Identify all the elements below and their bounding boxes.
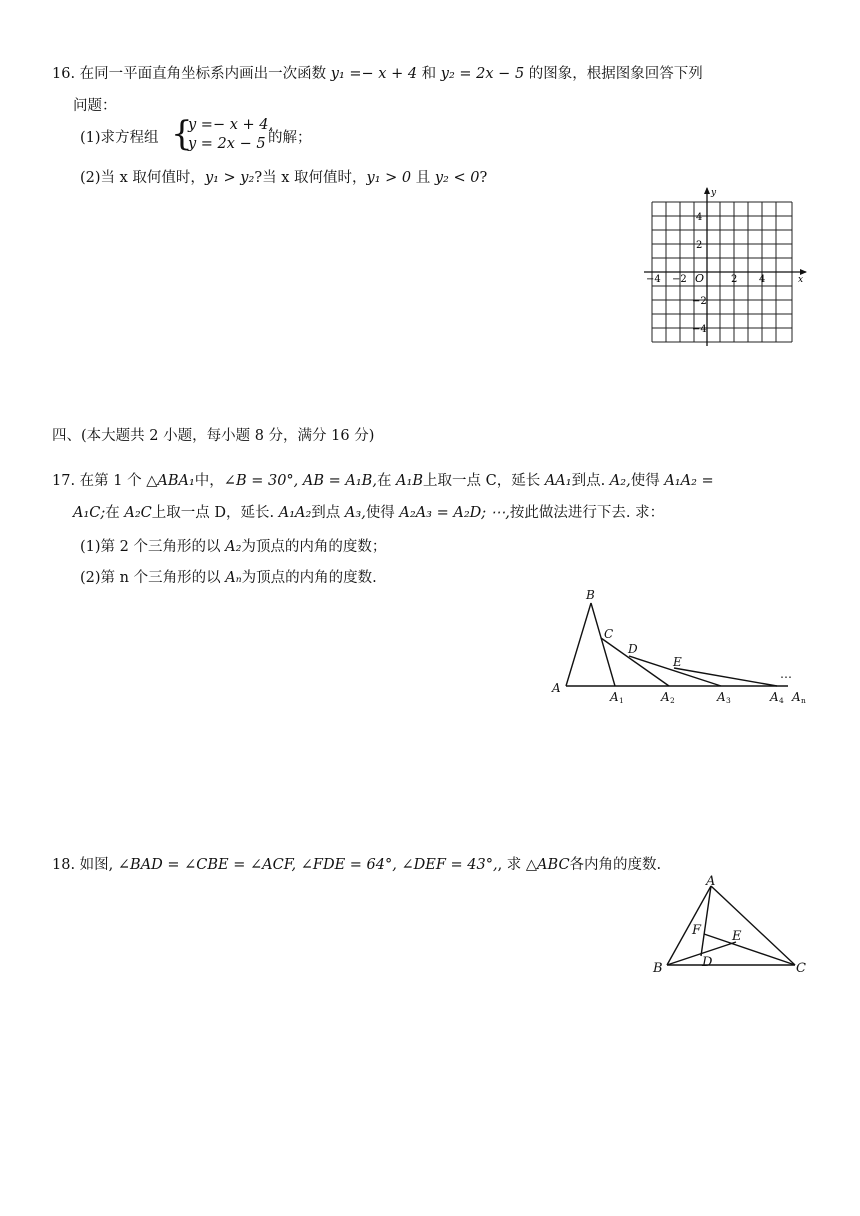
x-tick-label: −2 — [672, 274, 687, 285]
q16-ineq1: y₁ > y₂ — [204, 170, 255, 186]
system-equation-2: y = 2x − 5 — [188, 136, 266, 152]
point-label-A1: A — [610, 690, 619, 704]
q17-text: 在 — [105, 505, 125, 521]
q17-text: 上取一点 C，延长 — [423, 473, 545, 489]
q17-part1-text: (1)第 2 个三角形的以 — [80, 539, 226, 555]
origin-label: O — [695, 272, 705, 285]
point-label-C: C — [796, 961, 806, 976]
q17-text: 按此做法进行下去. 求： — [509, 505, 665, 521]
subscript-n: n — [801, 696, 806, 705]
point-label-D: D — [628, 642, 638, 656]
q17-equation: A₁C; — [73, 505, 106, 521]
triangle-chain-figure — [548, 584, 810, 706]
x-tick-label: −4 — [646, 274, 661, 285]
q16-suffix: 的图象，根据图象回答下列 — [524, 66, 703, 82]
segment-C-F — [704, 934, 795, 965]
segment-A-C — [711, 886, 795, 965]
q17-part2-text: 为顶点的内角的度数. — [241, 570, 377, 586]
q17-segment: AA₁ — [544, 473, 572, 489]
q17-text: 使得 — [630, 473, 665, 489]
q17-point: A₃, — [344, 505, 366, 521]
q18-text: 18. 如图, — [52, 857, 118, 873]
q17-part1-text: 为顶点的内角的度数； — [241, 539, 387, 555]
y-axis-arrow — [704, 187, 710, 194]
q17-equation: A₂A₃ = A₂D; ⋯, — [399, 505, 510, 521]
subscript-1: 1 — [619, 696, 624, 705]
point-label-B: B — [586, 588, 595, 602]
q17-text: 中， — [194, 473, 224, 489]
point-label-C: C — [604, 627, 614, 641]
point-label-A4: A — [770, 690, 779, 704]
q16-ineq3: y₂ < 0 — [434, 170, 480, 186]
ellipsis: … — [780, 667, 792, 681]
point-label-E: E — [732, 929, 742, 944]
q16-part1-suffix: 的解； — [268, 130, 312, 146]
q16-ineq2: y₁ > 0 — [366, 170, 412, 186]
q16-part2-a: (2)当 x 取何值时， — [80, 170, 205, 186]
y-tick-label: 2 — [696, 240, 703, 251]
y-axis-label: y — [711, 188, 717, 198]
point-label-A2: A — [661, 690, 670, 704]
q16-part1-prefix: (1)求方程组 — [80, 130, 159, 146]
point-label-D: D — [702, 955, 713, 970]
q17-triangle: △ABA₁ — [146, 473, 195, 489]
q18-angle-conditions: ∠BAD = ∠CBE = ∠ACF, ∠FDE = 64°, ∠DEF = 43°, — [117, 857, 498, 873]
q17-part2-text: (2)第 n 个三角形的以 — [80, 570, 226, 586]
q18-text: , 求 — [497, 857, 526, 873]
point-label-B: B — [653, 961, 663, 976]
q16-line1 — [52, 62, 703, 83]
q18-line — [52, 853, 661, 874]
y-tick-label: 4 — [696, 212, 703, 223]
coordinate-grid-figure — [640, 186, 812, 346]
q17-point: A₂ — [225, 539, 242, 555]
q17-text: 17. 在第 1 个 — [52, 473, 147, 489]
q17-line2 — [73, 501, 664, 522]
q16-y2-expression: y₂ = 2x − 5 — [440, 66, 525, 82]
q17-text: 使得 — [365, 505, 400, 521]
q17-line1 — [52, 469, 714, 490]
point-label-A: A — [706, 874, 716, 889]
x-tick-label: 2 — [731, 274, 738, 285]
q17-part2 — [80, 566, 377, 587]
q16-part2-b: ?当 x 取何值时， — [254, 170, 367, 186]
q16-part2-d: ? — [479, 170, 488, 186]
q16-prefix: 16. 在同一平面直角坐标系内画出一次函数 — [52, 66, 331, 82]
system-equation-1: y =− x + 4, — [188, 117, 274, 133]
subscript-4: 4 — [779, 696, 784, 705]
q17-point: Aₙ — [225, 570, 242, 586]
q17-text: 在 — [376, 473, 397, 489]
q17-part1 — [80, 535, 386, 556]
q17-angle-condition: ∠B = 30°, AB = A₁B, — [223, 473, 377, 489]
x-axis-label: x — [798, 275, 804, 285]
segment-A-D — [701, 886, 711, 956]
segment-E-A4 — [674, 668, 777, 686]
q17-point: A₂, — [609, 473, 631, 489]
q17-segment: A₁B — [396, 473, 423, 489]
point-label-F: F — [692, 923, 702, 938]
q17-segment: A₂C — [124, 505, 152, 521]
point-label-A3: A — [717, 690, 726, 704]
q17-text: 上取一点 D，延长. — [151, 505, 279, 521]
segment-A-B — [566, 603, 591, 686]
q17-segment: A₁A₂ — [278, 505, 312, 521]
q18-text: 各内角的度数. — [569, 857, 662, 873]
q16-y1-expression: y₁ =− x + 4 — [330, 66, 418, 82]
subscript-3: 3 — [726, 696, 731, 705]
y-tick-label: −2 — [692, 296, 707, 307]
q16-and: 和 — [417, 66, 441, 82]
section-heading: 四、(本大题共 2 小题，每小题 8 分，满分 16 分) — [52, 428, 375, 444]
q17-equation: A₁A₂ = — [664, 473, 714, 489]
point-label-E: E — [673, 655, 682, 669]
q17-text: 到点 — [311, 505, 345, 521]
q16-line2: 问题： — [73, 98, 117, 114]
q18-triangle: △ABC — [525, 857, 570, 873]
y-tick-label: −4 — [692, 324, 707, 335]
point-label-An: A — [792, 690, 801, 704]
point-label-A: A — [552, 681, 561, 695]
subscript-2: 2 — [670, 696, 675, 705]
q17-text: 到点. — [571, 473, 610, 489]
triangle-abc-figure — [650, 872, 812, 978]
x-tick-label: 4 — [759, 274, 766, 285]
q16-part2-c: 且 — [411, 170, 435, 186]
q16-part2 — [80, 166, 487, 187]
brace-symbol: { — [171, 114, 193, 154]
